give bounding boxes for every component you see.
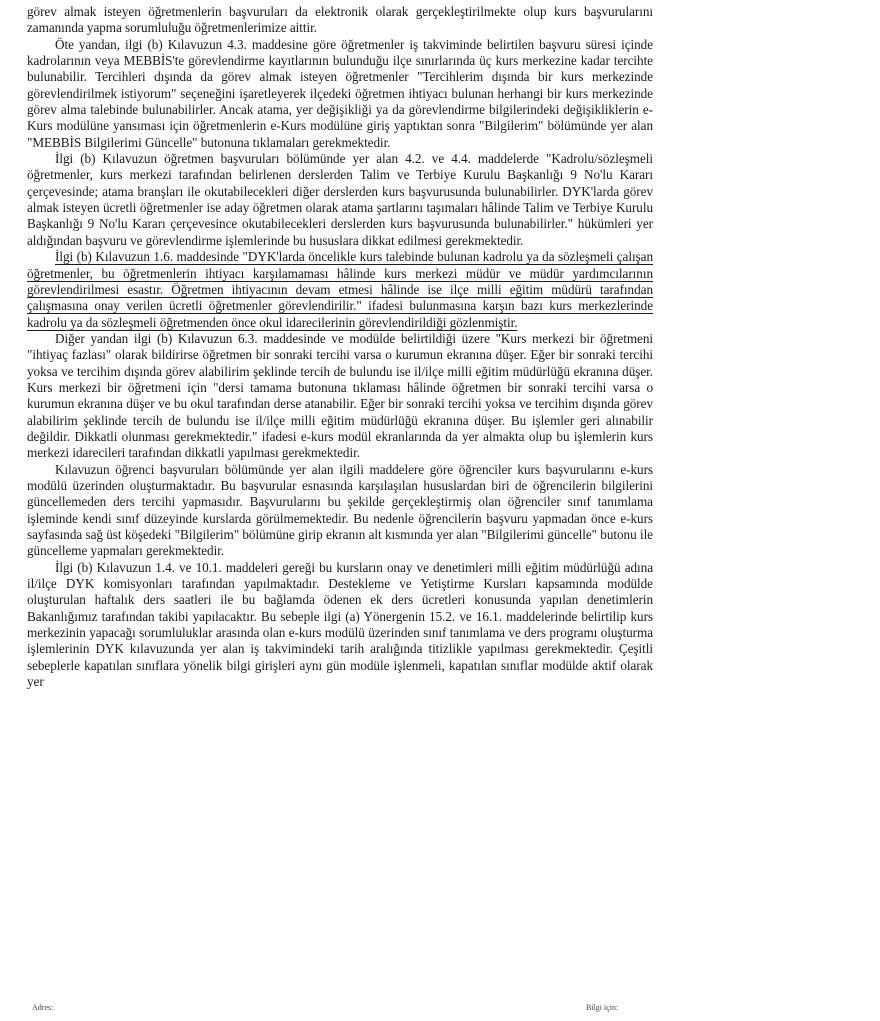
paragraph-1: görev almak isteyen öğretmenlerin başvuruları da elektronik olarak gerçekleştirilmekte olup kurs başvurularını zamanında yapma sorumluluğu öğretmenlerimize aittir. xyxy=(27,4,653,36)
paragraph-7: İlgi (b) Kılavuzun 1.4. ve 10.1. maddeleri gereği bu kursların onay ve denetimleri milli eğitim müdürlüğü adına il/ilçe DYK komisyonları tarafından yapılmaktadır. Destekleme ve Yetiştirme Kursları kapsamında modülde oluşturulan haftalık ders saatleri ile bu bağlamda ödenen ek ders ücretleri konusunda yapılan denetimlerin Bakanlığımız tarafından takibi yapılacaktır. Bu sebeple ilgi (a) Yönergenin 15.2. ve 16.1. maddelerinde belirtilip kurs merkezinin yapacağı sorumluluklar arasında olan e-kurs modülü üzerinden sınıf tanımlama ve ders programı oluşturma işlemlerinin DYK kılavuzunda yer alan iş takvimindeki tarih aralığında titizlikle yapılması gerekmektedir. Çeşitli sebeplerle kapatılan sınıflara yönelik bilgi girişleri aynı gün modüle işlenmeli, kapatılan sınıflar modülde aktif olarak yer xyxy=(27,559,653,690)
footer-address-label: Adres: xyxy=(32,1003,54,1012)
footer-info-label: Bilgi için: xyxy=(586,1003,619,1012)
document-body xyxy=(27,4,653,690)
paragraph-3: İlgi (b) Kılavuzun öğretmen başvuruları bölümünde yer alan 4.2. ve 4.4. maddelerde "Kadrolu/sözleşmeli öğretmenler, kurs merkezi tarafından belirlenen derslerden Talim ve Terbiye Kurulu Başkanlığı 9 No'lu Kararı çerçevesinde; atama branşları ile okutabilecekleri diğer derslerden kurs başvurusunda bulunabilirler. DYK'larda görev almak isteyen ücretli öğretmenler ise aday öğretmen olarak atama şartlarını taşımaları hâlinde Talim ve Terbiye Kurulu Başkanlığı 9 No'lu Kararı çerçevesince okutabilecekleri derslerden kurs başvurusunda bulunabilirler." hükümleri yer aldığından başvuru ve görevlendirme işlemlerinde bu hususlara dikkat edilmesi gerekmektedir. xyxy=(27,151,653,248)
paragraph-2: Öte yandan, ilgi (b) Kılavuzun 4.3. maddesine göre öğretmenler iş takviminde belirtilen başvuru süresi içinde kadrolarının veya MEBBİS'te görevlendirme kayıtlarının bulunduğu ilçe sınırlarında üç kurs merkezine kadar tercihte bulunabilir. Tercihleri dışında da görev almak isteyen öğretmenler "Tercihlerim dışında bir kurs merkezinde görevlendirilmek istiyorum" seçeneğini işaretleyerek ilçedeki öğretmen ihtiyacı bulunan herhangi bir kurs merkezinde görev alma talebinde bulunabilirler. Ancak atama, yer değişikliği ya da görevlendirme bilgilerindeki değişikliklerin e-Kurs modülüne yansıması için öğretmenlerin e-Kurs modülüne giriş yaptıktan sonra "Bilgilerim" bölümünde yer alan "MEBBİS Bilgilerimi Güncelle" butonuna tıklamaları gerekmektedir. xyxy=(27,36,653,150)
paragraph-5: Diğer yandan ilgi (b) Kılavuzun 6.3. maddesinde ve modülde belirtildiği üzere "Kurs merkezi bir öğretmeni "ihtiyaç fazlası" olarak bildirirse öğretmen bir sonraki tercihi varsa o kurumun ekranına düşer. Eğer bir sonraki tercihi yoksa ve tercihim dışında görev alabilirim şeklinde tercih de bulundu ise il/ilçe milli eğitim müdürlüğü ekranına düşer. Kurs merkezi bir öğretmeni için "dersi tamama butonuna tıklaması hâlinde öğretmen bir sonraki tercihi varsa o kurumun ekranına düşer ve bu okul tarafından derse atanabilir. Eğer bir sonraki tercihi yoksa ve tercihim dışında görev alabilirim şeklinde tercih de bulundu ise il/ilçe milli eğitim müdürlüğü ekranına düşer. Bu işlemler geri alınabilir değildir. Dikkatli olunması gerekmektedir." ifadesi e-kurs modül ekranlarında da yer almakta olup bu işlemlerin kurs merkezi idarecileri tarafından dikkatli yapılması gerekmektedir. xyxy=(27,330,653,461)
paragraph-6: Kılavuzun öğrenci başvuruları bölümünde yer alan ilgili maddelere göre öğrenciler kurs başvurularını e-kurs modülü üzerinden oluşturmaktadır. Bu başvurular esnasında karşılaşılan hususlardan biri de öğrencilerin bilgilerini güncellemeden ders tercihi yapmasıdır. Başvurularını bu şekilde gerçekleştirmiş olan öğrenciler sınıf tanımlama işleminde kendi sınıf düzeyinde kurslarda görülmemektedir. Bu nedenle öğrencilerin başvuru yapmadan önce e-kurs sayfasında sağ üst köşedeki "Bilgilerim" bölümüne girip ekranın alt kısmında yer alan "Bilgilerimi güncelle" butonu ile güncelleme yapmaları gerekmektedir. xyxy=(27,461,653,559)
paragraph-4-underlined: İlgi (b) Kılavuzun 1.6. maddesinde "DYK'larda öncelikle kurs talebinde bulunan kadrolu ya da sözleşmeli çalışan öğretmenler, bu öğretmenlerin ihtiyacı karşılamaması hâlinde kurs merkezi müdür ve müdür yardımcılarının görevlendirilmesi esastır. Öğretmen ihtiyacının devam etmesi hâlinde ise ilçe milli eğitim müdürü tarafından çalışmasına onay verilen ücretli öğretmenler görevlendirilir." ifadesi bulunmasına karşın bazı kurs merkezlerinde kadrolu ya da sözleşmeli öğretmenden önce okul idarecilerinin görevlendirildiği gözlenmiştir. xyxy=(27,249,653,330)
